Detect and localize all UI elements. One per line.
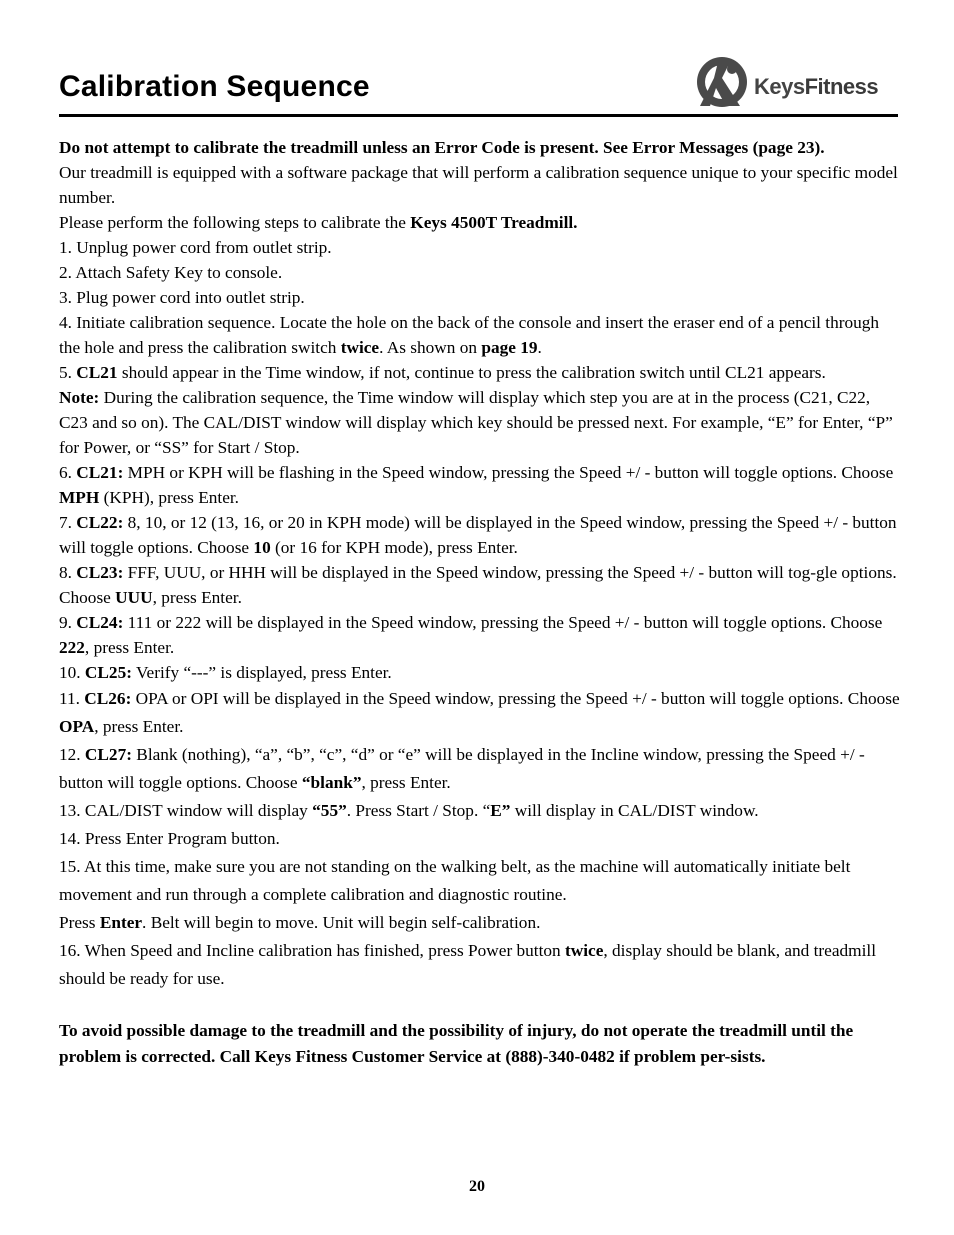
step-16: 16. When Speed and Incline calibration has finished, press Power button twice, display should be blank, and treadmill should be ready for use.	[59, 941, 877, 988]
note-paragraph: Note: During the calibration sequence, the Time window will display which step you are at in the process (C21, C22, C23 and so on). The CAL/DIST window will display which key should be pressed next. For example, “E” for Enter, “P” for Power, or “SS” for Start / Stop.	[59, 388, 893, 457]
top-warning: Do not attempt to calibrate the treadmill unless an Error Code is present. See Error Messages (page 23).	[59, 138, 825, 157]
model-paragraph: Please perform the following steps to calibrate the Keys 4500T Treadmill.	[59, 213, 578, 232]
page-title: Calibration Sequence	[59, 70, 370, 103]
step-3: 3. Plug power cord into outlet strip.	[59, 288, 305, 307]
page-header	[59, 50, 899, 114]
page-number: 20	[469, 1178, 485, 1195]
press-enter-paragraph: Press Enter. Belt will begin to move. Unit will begin self-calibration.	[59, 913, 541, 932]
step-7: 7. CL22: 8, 10, or 12 (13, 16, or 20 in KPH mode) will be displayed in the Speed window, pressing the Speed +/ - button will toggle options. Choose 10 (or 16 for KPH mode), press Enter.	[59, 513, 897, 557]
intro-paragraph: Our treadmill is equipped with a software package that will perform a calibration sequence unique to your specific model number.	[59, 163, 898, 207]
step-1: 1. Unplug power cord from outlet strip.	[59, 238, 332, 257]
step-15: 15. At this time, make sure you are not standing on the walking belt, as the machine will automatically initiate belt movement and run through a complete calibration and diagnostic routine.	[59, 857, 851, 904]
step-12: 12. CL27: Blank (nothing), “a”, “b”, “c”, “d” or “e” will be displayed in the Incline window, pressing the Speed +/ - button will toggle options. Choose “blank”, press Enter.	[59, 745, 865, 792]
step-9: 9. CL24: 111 or 222 will be displayed in the Speed window, pressing the Speed +/ - button will toggle options. Choose 222, press Enter.	[59, 613, 883, 657]
logo-keys-text: Keys	[754, 74, 805, 99]
title-divider	[59, 114, 898, 117]
bottom-warning: To avoid possible damage to the treadmill and the possibility of injury, do not operate the treadmill until the problem is corrected. Call Keys Fitness Customer Service at (888)-340-0482 if problem per-sists.	[59, 1021, 854, 1066]
logo-fitness-text: Fitness	[804, 74, 879, 99]
step-13: 13. CAL/DIST window will display “55”. Press Start / Stop. “E” will display in CAL/DIST window.	[59, 801, 759, 820]
step-6: 6. CL21: MPH or KPH will be flashing in the Speed window, pressing the Speed +/ - button will toggle options. Choose MPH (KPH), press Enter.	[59, 463, 894, 507]
step-2: 2. Attach Safety Key to console.	[59, 263, 283, 282]
step-5: 5. CL21 should appear in the Time window, if not, continue to press the calibration switch until CL21 appears.	[59, 363, 826, 382]
logo-wordmark	[754, 74, 878, 100]
step-10: 10. CL25: Verify “---” is displayed, press Enter.	[59, 663, 392, 682]
step-11: 11. CL26: OPA or OPI will be displayed in the Speed window, pressing the Speed +/ - button will toggle options. Choose OPA, press Enter.	[59, 689, 900, 736]
step-8: 8. CL23: FFF, UUU, or HHH will be displayed in the Speed window, pressing the Speed +/ - button will tog-gle options. Choose UUU, press Enter.	[59, 563, 897, 607]
step-14: 14. Press Enter Program button.	[59, 829, 280, 848]
step-4: 4. Initiate calibration sequence. Locate the hole on the back of the console and insert the eraser end of a pencil through the hole and press the calibration switch twice. As shown on page 19.	[59, 313, 880, 357]
keys-runner-logo-icon	[696, 54, 748, 110]
calibration-instructions	[59, 135, 901, 1070]
keys-fitness-logo	[696, 54, 898, 110]
